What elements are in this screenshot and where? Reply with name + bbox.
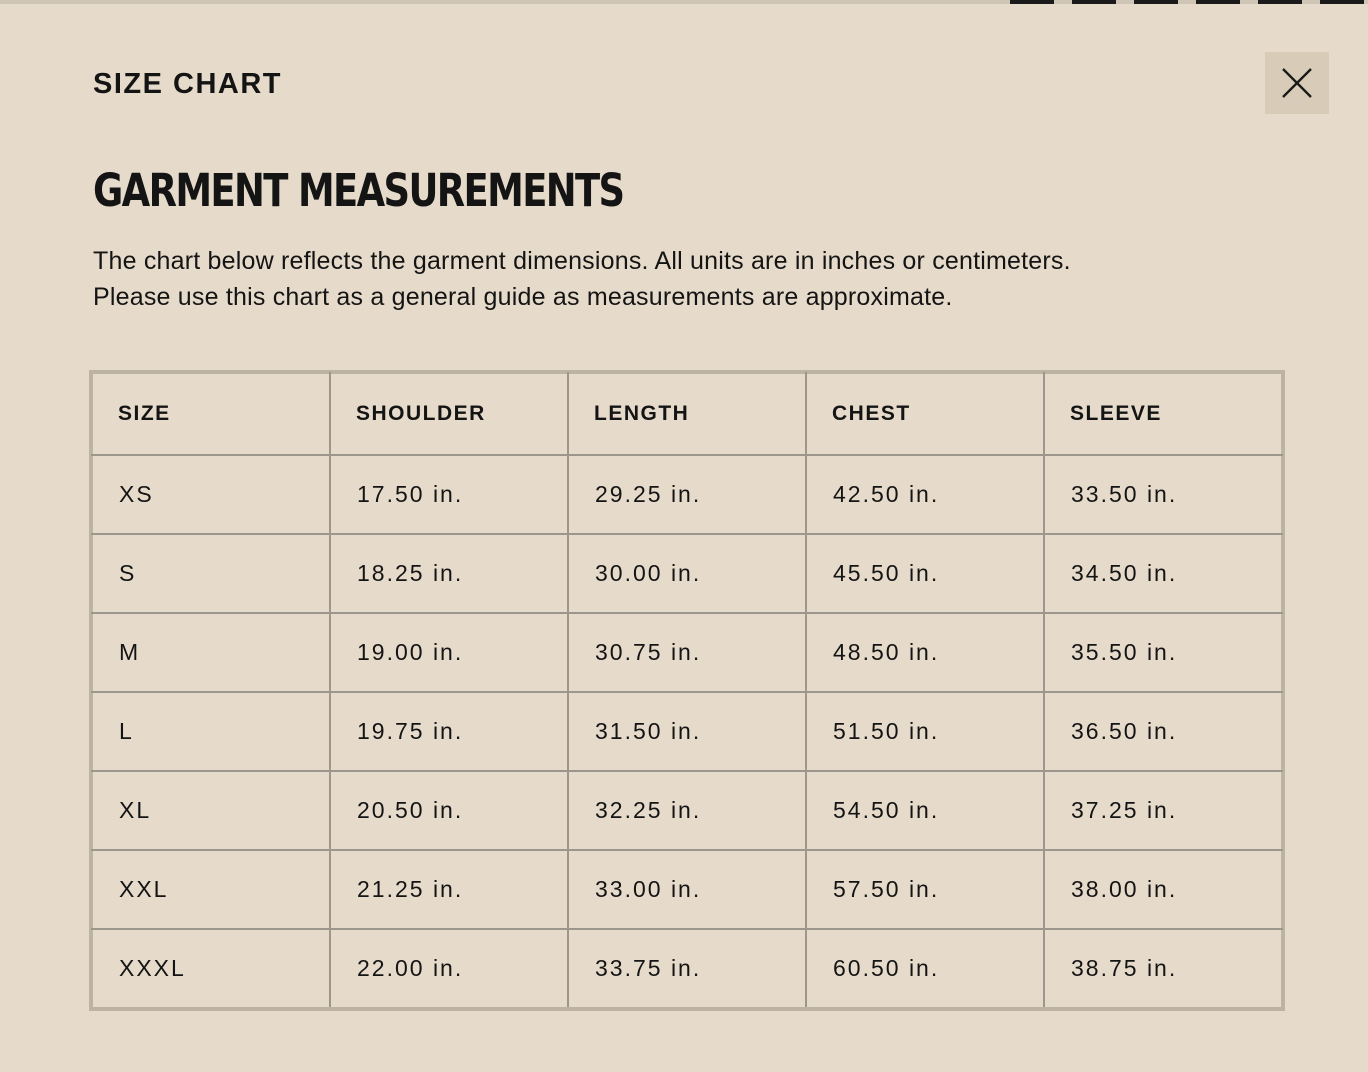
column-header-chest: CHEST: [806, 373, 1044, 455]
shoulder-cell: 21.25 in.: [330, 850, 568, 929]
table-row: [92, 692, 1282, 771]
size-table: [91, 372, 1283, 1009]
column-header-shoulder: SHOULDER: [330, 373, 568, 455]
close-button[interactable]: [1265, 52, 1329, 114]
section-description: [93, 243, 1293, 315]
size-cell: XXXL: [92, 929, 330, 1008]
close-icon: [1281, 67, 1313, 99]
size-cell: L: [92, 692, 330, 771]
length-cell: 33.75 in.: [568, 929, 806, 1008]
sleeve-cell: 35.50 in.: [1044, 613, 1282, 692]
table-row: [92, 929, 1282, 1008]
table-row: [92, 850, 1282, 929]
size-cell: XL: [92, 771, 330, 850]
length-cell: 31.50 in.: [568, 692, 806, 771]
shoulder-cell: 19.75 in.: [330, 692, 568, 771]
shoulder-cell: 18.25 in.: [330, 534, 568, 613]
shoulder-cell: 20.50 in.: [330, 771, 568, 850]
column-header-length: LENGTH: [568, 373, 806, 455]
length-cell: 30.00 in.: [568, 534, 806, 613]
length-cell: 32.25 in.: [568, 771, 806, 850]
table-row: [92, 613, 1282, 692]
chest-cell: 48.50 in.: [806, 613, 1044, 692]
sleeve-cell: 36.50 in.: [1044, 692, 1282, 771]
shoulder-cell: 22.00 in.: [330, 929, 568, 1008]
size-cell: XXL: [92, 850, 330, 929]
description-line-1: The chart below reflects the garment dimensions. All units are in inches or centimeters.: [93, 247, 1071, 275]
size-cell: S: [92, 534, 330, 613]
column-header-sleeve: SLEEVE: [1044, 373, 1282, 455]
shoulder-cell: 17.50 in.: [330, 455, 568, 534]
chest-cell: 51.50 in.: [806, 692, 1044, 771]
chest-cell: 57.50 in.: [806, 850, 1044, 929]
modal-title: SIZE CHART: [93, 68, 282, 100]
table-row: [92, 771, 1282, 850]
section-heading: GARMENT MEASUREMENTS: [93, 164, 624, 217]
sleeve-cell: 38.00 in.: [1044, 850, 1282, 929]
chest-cell: 60.50 in.: [806, 929, 1044, 1008]
background-page-edge-dark: [1010, 0, 1368, 4]
length-cell: 30.75 in.: [568, 613, 806, 692]
chest-cell: 42.50 in.: [806, 455, 1044, 534]
sleeve-cell: 33.50 in.: [1044, 455, 1282, 534]
table-header-row: [92, 373, 1282, 455]
size-cell: XS: [92, 455, 330, 534]
size-cell: M: [92, 613, 330, 692]
shoulder-cell: 19.00 in.: [330, 613, 568, 692]
description-line-2: Please use this chart as a general guide as measurements are approximate.: [93, 283, 953, 311]
table-row: [92, 534, 1282, 613]
chest-cell: 54.50 in.: [806, 771, 1044, 850]
sleeve-cell: 37.25 in.: [1044, 771, 1282, 850]
chest-cell: 45.50 in.: [806, 534, 1044, 613]
column-header-size: SIZE: [92, 373, 330, 455]
length-cell: 29.25 in.: [568, 455, 806, 534]
sleeve-cell: 34.50 in.: [1044, 534, 1282, 613]
sleeve-cell: 38.75 in.: [1044, 929, 1282, 1008]
length-cell: 33.00 in.: [568, 850, 806, 929]
table-row: [92, 455, 1282, 534]
